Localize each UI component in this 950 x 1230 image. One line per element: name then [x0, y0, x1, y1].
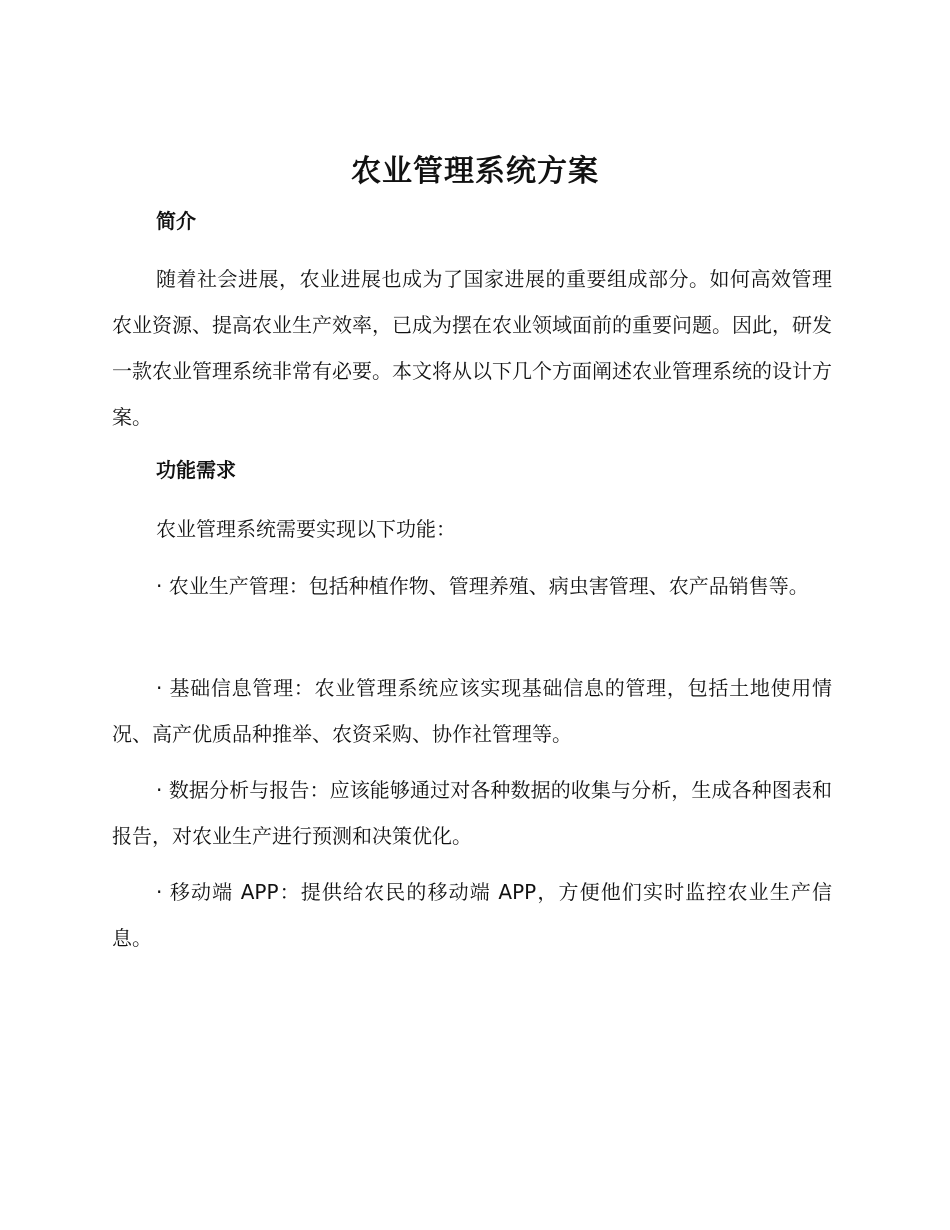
intro-paragraph: 随着社会进展，农业进展也成为了国家进展的重要组成部分。如何高效管理农业资源、提高农业生产效率，已成为摆在农业领域面前的重要问题。因此，研发一款农业管理系统非常有必要。本文将从以下几个方面阐述农业管理系统的设计方案。	[112, 267, 832, 429]
requirement-item-data-analysis: · 数据分析与报告：应该能够通过对各种数据的收集与分析，生成各种图表和报告，对农业生产进行预测和决策优化。	[112, 778, 832, 848]
requirement-item-basic-info: · 基础信息管理：农业管理系统应该实现基础信息的管理，包括土地使用情况、高产优质品种推举、农资采购、协作社管理等。	[112, 676, 832, 746]
requirements-intro-paragraph: 农业管理系统需要实现以下功能：	[156, 517, 456, 541]
document-title: 农业管理系统方案	[351, 154, 599, 189]
requirement-item-mobile-app: · 移动端 APP：提供给农民的移动端 APP，方便他们实时监控农业生产信息。	[112, 880, 832, 950]
requirement-item-production: · 农业生产管理：包括种植作物、管理养殖、病虫害管理、农产品销售等。	[156, 574, 809, 598]
section-heading-intro: 简介	[156, 209, 196, 233]
section-heading-requirements: 功能需求	[156, 458, 236, 482]
